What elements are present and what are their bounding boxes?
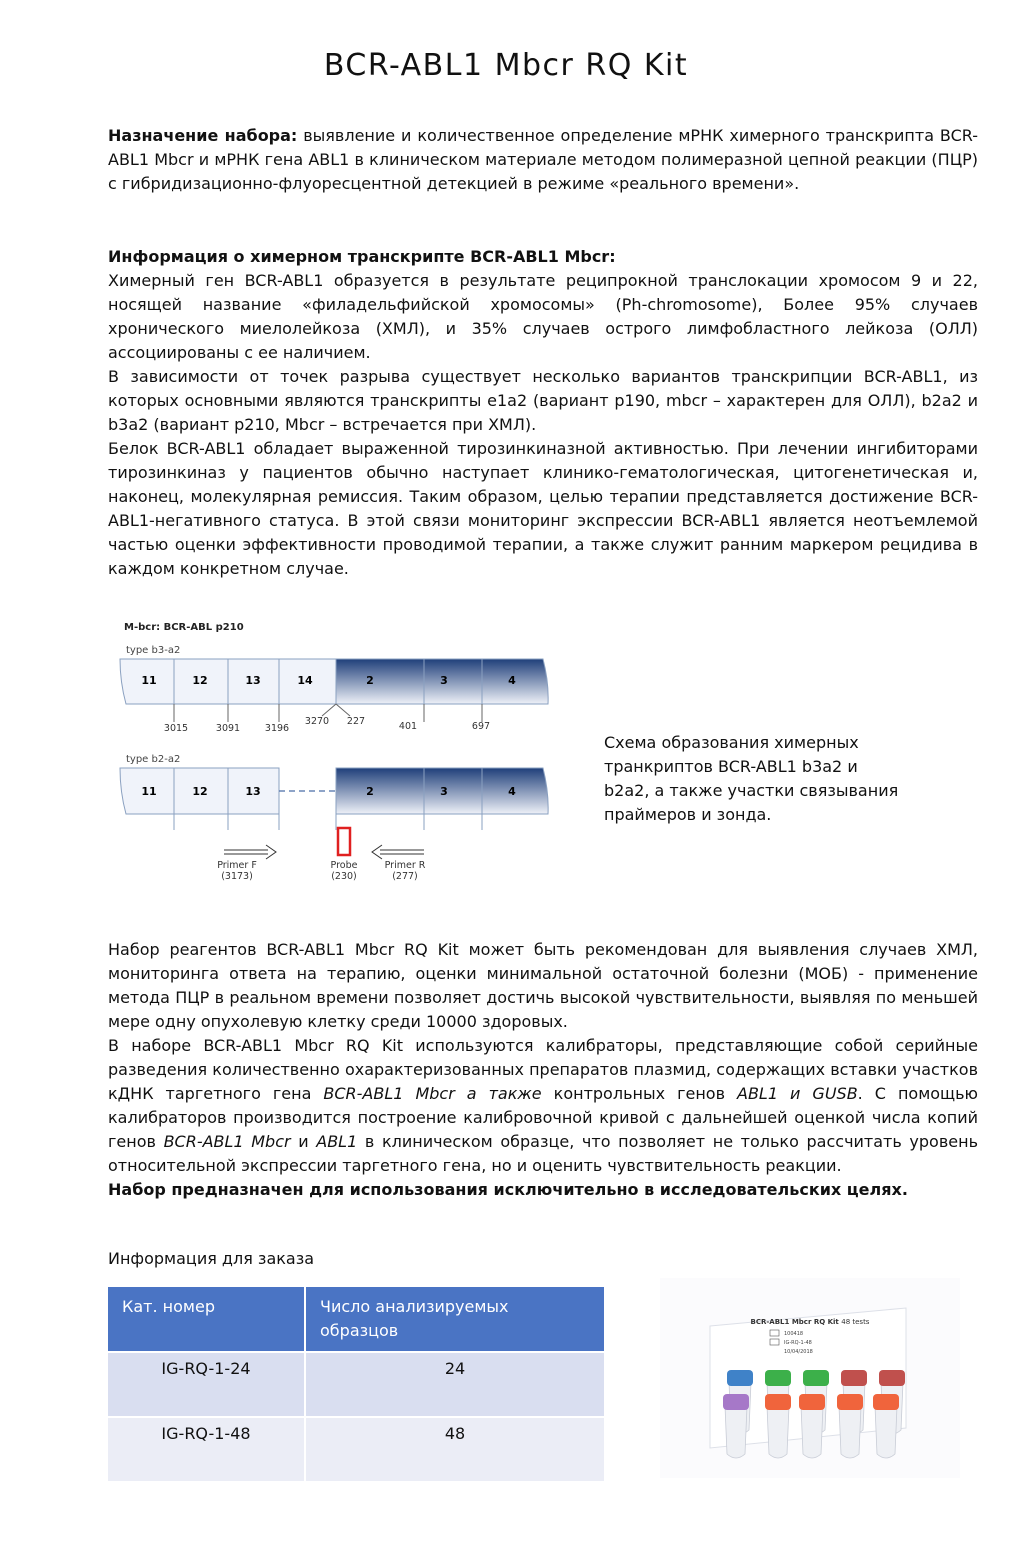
- cat-number-cell: IG-RQ-1-24: [108, 1352, 305, 1417]
- order-table: [108, 1287, 606, 1481]
- product-photo: [660, 1278, 960, 1478]
- exon-label: 12: [192, 674, 208, 687]
- usage-text: в клиническом образце, что позволяет не только рассчитать уровень относительной экспрессии таргетного гена, но и оценить чувствительность реакции.: [108, 1132, 978, 1175]
- sample-tube: [799, 1394, 825, 1458]
- diagram-type-b2a2: type b2-a2: [126, 754, 181, 765]
- table-header-row: [108, 1287, 605, 1352]
- column-header-count: Число анализируемых образцов: [305, 1287, 605, 1352]
- box-lot: 100418: [784, 1331, 804, 1337]
- usage-section: [108, 938, 978, 1202]
- usage-paragraph-2: [108, 1034, 978, 1178]
- box-date: 10/04/2018: [784, 1349, 813, 1355]
- purpose-paragraph: [108, 124, 978, 196]
- exon-label: 14: [297, 674, 313, 687]
- gene-name-italic: BCR-ABL1 Mbcr: [163, 1132, 291, 1151]
- info-paragraph-3: Белок BCR-ABL1 обладает выраженной тирозинкиназной активностью. При лечении ингибиторами тирозинкиназ у пациентов обычно наступает клинико-гематологическая, цитогенетическая и, наконец, молекулярная ремиссия. Таким образом, целью терапии представляется достижение BCR-ABL1-негативного статуса. В этой связи мониторинг экспрессии BCR-ABL1 является неотъемлемой частью оценки эффективности проводимой терапии, а также служит ранним маркером рецидива в каждом конкретном случае.: [108, 439, 978, 578]
- usage-text: В наборе BCR-ABL1 Mbcr RQ Kit используются калибраторы, представляющие собой серийные разведения количественно охарактеризованных препаратов плазмид, содержащих вставки участков кДНК таргетного гена: [108, 1036, 978, 1103]
- position-tick: [336, 704, 350, 716]
- exon-label: 4: [508, 674, 516, 687]
- probe-position: (230): [331, 871, 357, 882]
- usage-text: . С помощью калибраторов производится построение калибровочной кривой с дальнейшей оценкой числа копий генов: [108, 1084, 979, 1151]
- cat-number-cell: IG-RQ-1-48: [108, 1417, 305, 1481]
- exon-label: 11: [141, 674, 157, 687]
- primer-r-arrow: [372, 845, 424, 859]
- purpose-text: выявление и количественное определение мРНК химерного транскрипта BCR-ABL1 Mbcr и мРНК гена ABL1 в клиническом материале методом полимеразной цепной реакции (ПЦР) с гибридизационно-флуоресцентной детекцией в режиме «реального времени».: [108, 126, 979, 193]
- table-row: [108, 1352, 605, 1417]
- usage-text: контрольных генов: [541, 1084, 737, 1103]
- page-title: BCR-ABL1 Mbcr RQ Kit: [323, 48, 689, 83]
- exon-label: 13: [245, 785, 261, 798]
- position-label: 3091: [215, 723, 241, 734]
- exon-label: 12: [192, 785, 208, 798]
- gene-name-italic: BCR-ABL1 Mbcr а также: [323, 1084, 542, 1103]
- caption-line: транкриптов BCR-ABL1 b3a2 и: [604, 757, 858, 776]
- exon-label: 2: [366, 785, 374, 798]
- box-title: BCR-ABL1 Mbcr RQ Kit 48 tests: [750, 1318, 870, 1326]
- research-use-notice: Набор предназначен для использования исключительно в исследовательских целях.: [108, 1180, 908, 1199]
- gene-name-italic: ABL1: [316, 1132, 358, 1151]
- row-b3a2: [120, 659, 548, 734]
- sample-count-cell: 24: [305, 1352, 605, 1417]
- sample-tube: [765, 1394, 791, 1458]
- position-label: 401: [398, 721, 418, 732]
- diagram-heading: M-bcr: BCR-ABL p210: [124, 622, 244, 633]
- caption-line: b2a2, а также участки связывания: [604, 781, 899, 800]
- exon-label: 11: [141, 785, 157, 798]
- primer-f-arrow: [224, 845, 276, 859]
- probe-label: Probe: [330, 860, 358, 871]
- primer-f-label: Primer F: [217, 860, 257, 871]
- row-b2a2: [120, 768, 548, 882]
- caption-line: праймеров и зонда.: [604, 805, 772, 824]
- probe-marker: [338, 828, 350, 855]
- position-label: 3196: [264, 723, 290, 734]
- primer-r-label: Primer R: [384, 860, 426, 871]
- exon-label: 3: [440, 785, 448, 798]
- purpose-label: Назначение набора:: [108, 126, 298, 145]
- diagram-caption: [604, 731, 934, 827]
- position-label: 227: [346, 716, 366, 727]
- caption-line: Схема образования химерных: [604, 733, 859, 752]
- box-ref: IG-RQ-1-48: [784, 1340, 812, 1346]
- sample-count-cell: 48: [305, 1417, 605, 1481]
- info-paragraph-2: В зависимости от точек разрыва существует несколько вариантов транскрипции BCR-ABL1, из которых основными являются транскрипты e1a2 (вариант p190, mbcr – характерен для ОЛЛ), b2a2 и b3a2 (вариант p210, Mbcr – встречается при ХМЛ).: [108, 367, 978, 434]
- sample-tube: [873, 1394, 899, 1458]
- column-header-cat: Кат. номер: [108, 1287, 305, 1352]
- primer-r-position: (277): [392, 871, 418, 882]
- info-paragraph-1: Химерный ген BCR-ABL1 образуется в результате реципрокной транслокации хромосом 9 и 22, носящей название «филадельфийской хромосомы» (Ph-chromosome), Более 95% случаев хронического миелолейкоза (ХМЛ), и 35% случаев острого лимфобластного лейкоза (ОЛЛ) ассоциированы с ее наличием.: [108, 271, 978, 362]
- gene-name-italic: ABL1 и GUSB: [737, 1084, 858, 1103]
- table-row: [108, 1417, 605, 1481]
- info-section: [108, 245, 978, 581]
- position-label: 3270: [304, 716, 330, 727]
- usage-text: и: [290, 1132, 317, 1151]
- position-label: 3015: [163, 723, 189, 734]
- sample-tube: [837, 1394, 863, 1458]
- transcript-diagram: [108, 612, 558, 882]
- exon-label: 4: [508, 785, 516, 798]
- primer-f-position: (3173): [221, 871, 253, 882]
- position-label: 697: [471, 721, 491, 732]
- exon-label: 13: [245, 674, 261, 687]
- exon-label: 2: [366, 674, 374, 687]
- usage-paragraph-1: Набор реагентов BCR-ABL1 Mbcr RQ Kit может быть рекомендован для выявления случаев ХМЛ, мониторинга ответа на терапию, оценки минимальной остаточной болезни (МОБ) - применение метода ПЦР в реальном времени позволяет достичь высокой чувствительности, выявляя по меньшей мере одну опухолевую клетку среди 10000 здоровых.: [108, 940, 978, 1031]
- order-info-label: Информация для заказа: [108, 1249, 315, 1268]
- exon-label: 3: [440, 674, 448, 687]
- info-heading: Информация о химерном транскрипте BCR-ABL1 Mbcr:: [108, 247, 616, 266]
- diagram-type-b3a2: type b3-a2: [126, 645, 181, 656]
- sample-tube: [723, 1394, 749, 1458]
- position-tick: [322, 704, 336, 716]
